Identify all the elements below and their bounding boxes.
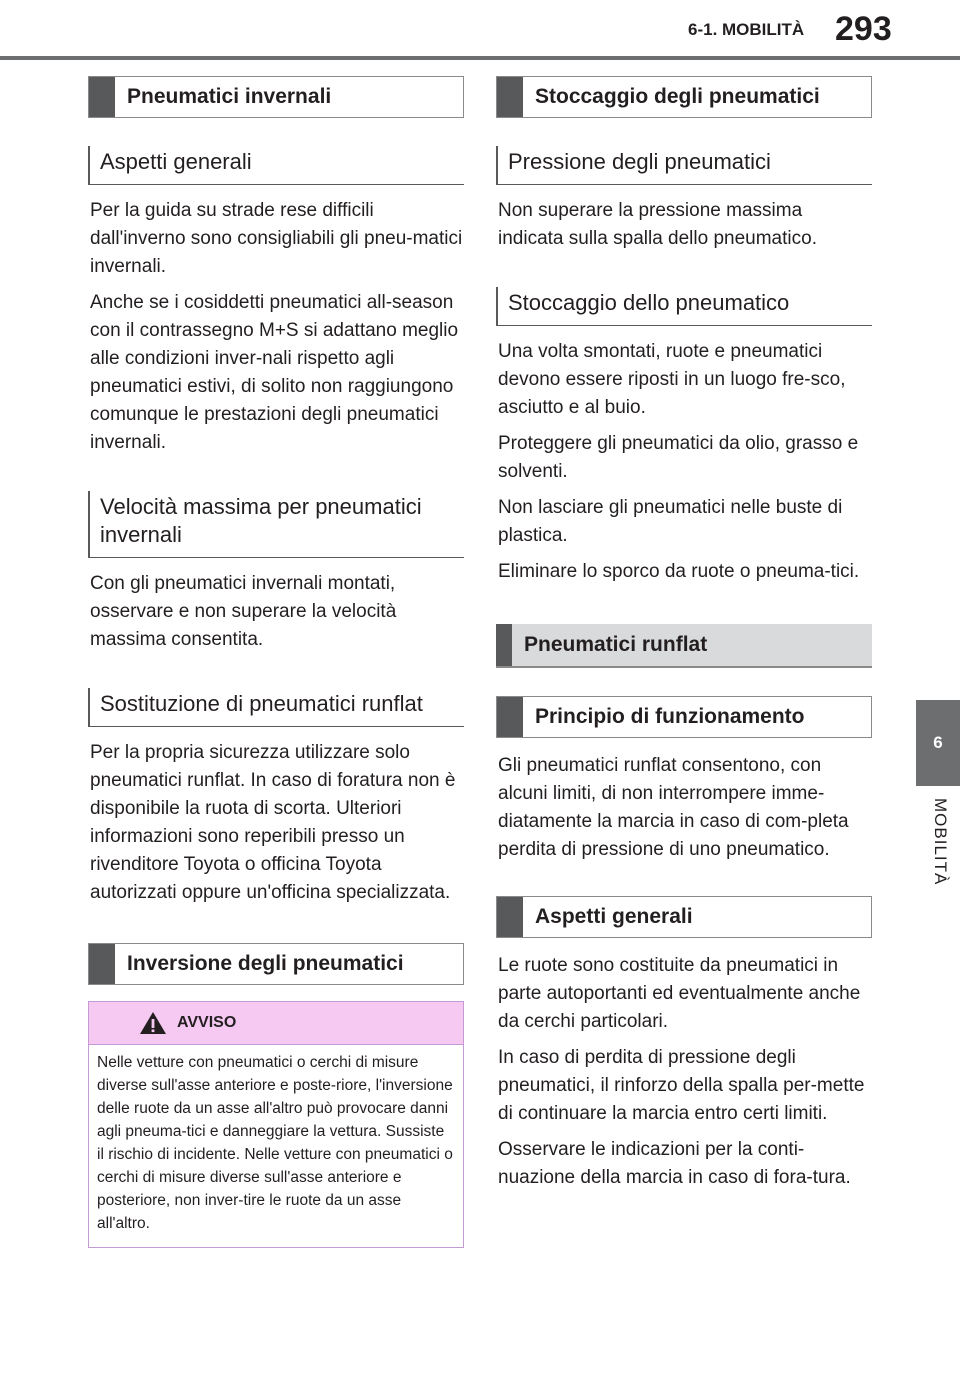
subheading-general-aspects: Aspetti generali — [88, 146, 464, 185]
paragraph: Per la guida su strade rese difficili dall'inverno sono consigliabili gli pneu-matici invernali. — [90, 200, 463, 277]
section-heading-runflat — [496, 624, 872, 668]
section-heading-text: Aspetti generali — [535, 905, 693, 928]
paragraph: In caso di perdita di pressione degli pneumatici, il rinforzo della spalla per-mette di continuare la marcia entro certi limiti. — [498, 1047, 865, 1124]
heading-bar — [89, 77, 115, 117]
paragraph: Con gli pneumatici invernali montati, osservare e non superare la velocità massima consentita. — [90, 573, 397, 650]
right-column — [496, 76, 872, 1200]
section-heading-general-aspects — [496, 896, 872, 938]
subheading-tyre-pressure: Pressione degli pneumatici — [496, 146, 872, 185]
running-header-section: 6-1. MOBILITÀ — [688, 20, 805, 39]
heading-bar — [497, 697, 523, 737]
paragraph: Per la propria sicurezza utilizzare solo pneumatici runflat. In caso di foratura non è disponibile la ruota di scorta. Ulteriori informazioni sono reperibili presso un rivenditore Toyota o officina Toyota autorizzati oppure un'officina specializzata. — [90, 742, 456, 903]
section-heading-text: Pneumatici runflat — [524, 633, 708, 656]
section-heading-text: Stoccaggio degli pneumatici — [535, 85, 820, 108]
section-heading-tyre-storage — [496, 76, 872, 118]
heading-bar — [496, 624, 512, 666]
left-column — [88, 76, 464, 1248]
subheading-max-speed: Velocità massima per pneumatici invernali — [88, 491, 464, 558]
section-heading-text: Pneumatici invernali — [127, 85, 332, 108]
paragraph: Le ruote sono costituite da pneumatici in parte autoportanti ed eventualmente anche da cerchi particolari. — [498, 955, 861, 1032]
paragraph: Una volta smontati, ruote e pneumatici devono essere riposti in un luogo fre-sco, asciutto e al buio. — [498, 341, 846, 418]
paragraph: Gli pneumatici runflat consentono, con alcuni limiti, di non interrompere imme-diatamente la marcia in caso di com-pleta perdita di pressione di uno pneumatico. — [498, 755, 849, 860]
section-heading-operating-principle — [496, 696, 872, 738]
page-number: 293 — [835, 10, 892, 48]
paragraph: Eliminare lo sporco da ruote o pneuma-tici. — [498, 561, 860, 582]
paragraph: Anche se i cosiddetti pneumatici all-season con il contrassegno M+S si adattano meglio alle condizioni inver-nali rispetto agli pneumatici estivi, di solito non raggiungono comunque le prestazioni degli pneumatici invernali. — [90, 292, 459, 453]
paragraph: Non lasciare gli pneumatici nelle buste di plastica. — [498, 497, 843, 546]
chapter-tab-label: MOBILITÀ — [931, 798, 950, 886]
paragraph: Proteggere gli pneumatici da olio, grasso e solventi. — [498, 433, 859, 482]
warning-triangle-icon — [139, 1011, 167, 1035]
paragraph: Osservare le indicazioni per la conti-nuazione della marcia in caso di fora-tura. — [498, 1139, 851, 1188]
chapter-tab[interactable]: 6 — [916, 700, 960, 786]
heading-bar — [89, 944, 115, 984]
paragraph: Non superare la pressione massima indicata sulla spalla dello pneumatico. — [498, 200, 817, 249]
section-heading-text: Principio di funzionamento — [535, 705, 805, 728]
heading-bar — [497, 897, 523, 937]
warning-header — [89, 1002, 463, 1044]
section-heading-winter-tyres — [88, 76, 464, 118]
warning-title: AVVISO — [177, 1014, 237, 1031]
header-rule — [0, 56, 960, 60]
heading-bar — [497, 77, 523, 117]
subheading-runflat-replacement: Sostituzione di pneumatici runflat — [88, 688, 464, 727]
subheading-tyre-storing: Stoccaggio dello pneumatico — [496, 287, 872, 326]
section-heading-text: Inversione degli pneumatici — [127, 952, 404, 975]
section-heading-tyre-rotation — [88, 943, 464, 985]
warning-box — [88, 1001, 464, 1248]
warning-text: Nelle vetture con pneumatici o cerchi di misure diverse sull'asse anteriore e poste-riore, l'inversione delle ruote da un asse all'altro può provocare danni agli pneuma-tici e danneggiare la vettura. Sussiste il rischio di incidente. Nelle vetture con pneumatici o cerchi di misure diverse sull'asse anteriore e posteriore, non inver-tire le ruote da un asse all'altro. — [89, 1044, 463, 1247]
